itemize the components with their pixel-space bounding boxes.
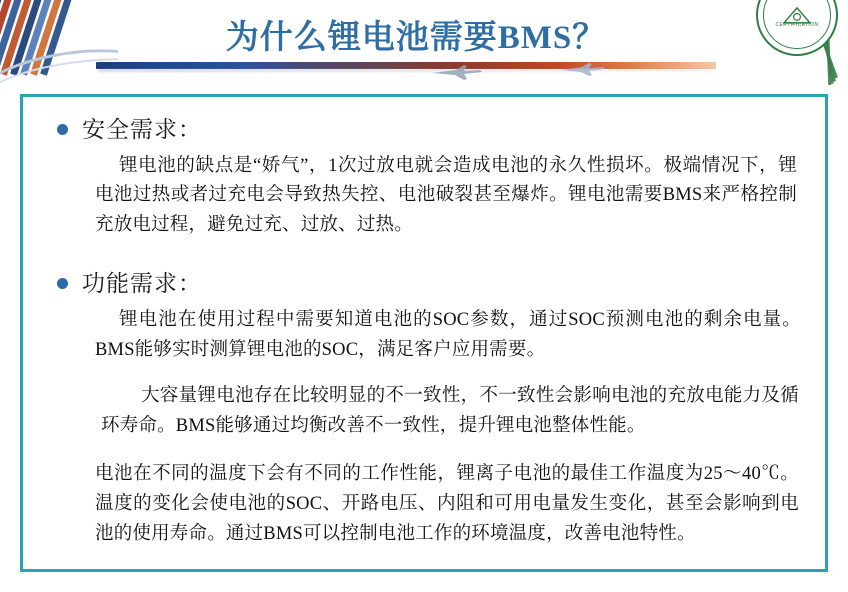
paragraph-function-2: 大容量锂电池存在比较明显的不一致性，不一致性会影响电池的充放电能力及循环寿命。BMS能够通过均衡改善不一致性，提升锂电池整体性能。 xyxy=(101,385,799,436)
airplane-icon xyxy=(430,64,484,80)
paragraph-function-3: 电池在不同的温度下会有不同的工作性能，锂离子电池的最佳工作温度为25～40℃。温度的变化会使电池的SOC、开路电压、内阻和可用电量发生变化，甚至会影响到电池的使用寿命。通过BMS可以控制电池工作的环境温度，改善电池特性。 xyxy=(95,463,799,544)
bullet-item-function xyxy=(45,267,803,302)
title-divider xyxy=(96,62,716,69)
page-title-text: 为什么锂电池需要BMS？ xyxy=(225,19,607,56)
section-heading-safety: 安全需求： xyxy=(82,117,202,142)
section-heading-function: 功能需求： xyxy=(82,271,202,297)
title-divider-shadow xyxy=(99,69,713,72)
airplane-icon xyxy=(560,62,606,76)
logo-text: CERTIFICATION xyxy=(775,22,819,28)
paragraph-safety-1: 锂电池的缺点是“娇气”，1次过放电就会造成电池的永久性损坏。极端情况下，锂电池过热或者过充电会导致热失控、电池破裂甚至爆炸。锂电池需要BMS来严格控制充放电过程，避免过充、过放、过热。 xyxy=(95,155,797,236)
page-title xyxy=(96,6,736,62)
paragraph-function-1: 锂电池在使用过程中需要知道电池的SOC参数，通过SOC预测电池的剩余电量。BMS能够实时测算锂电池的SOC，满足客户应用需要。 xyxy=(95,309,801,360)
content-panel xyxy=(20,94,828,572)
bullet-item-safety xyxy=(45,113,803,148)
bullet-dot-icon xyxy=(57,124,68,135)
bullet-dot-icon xyxy=(57,278,68,289)
